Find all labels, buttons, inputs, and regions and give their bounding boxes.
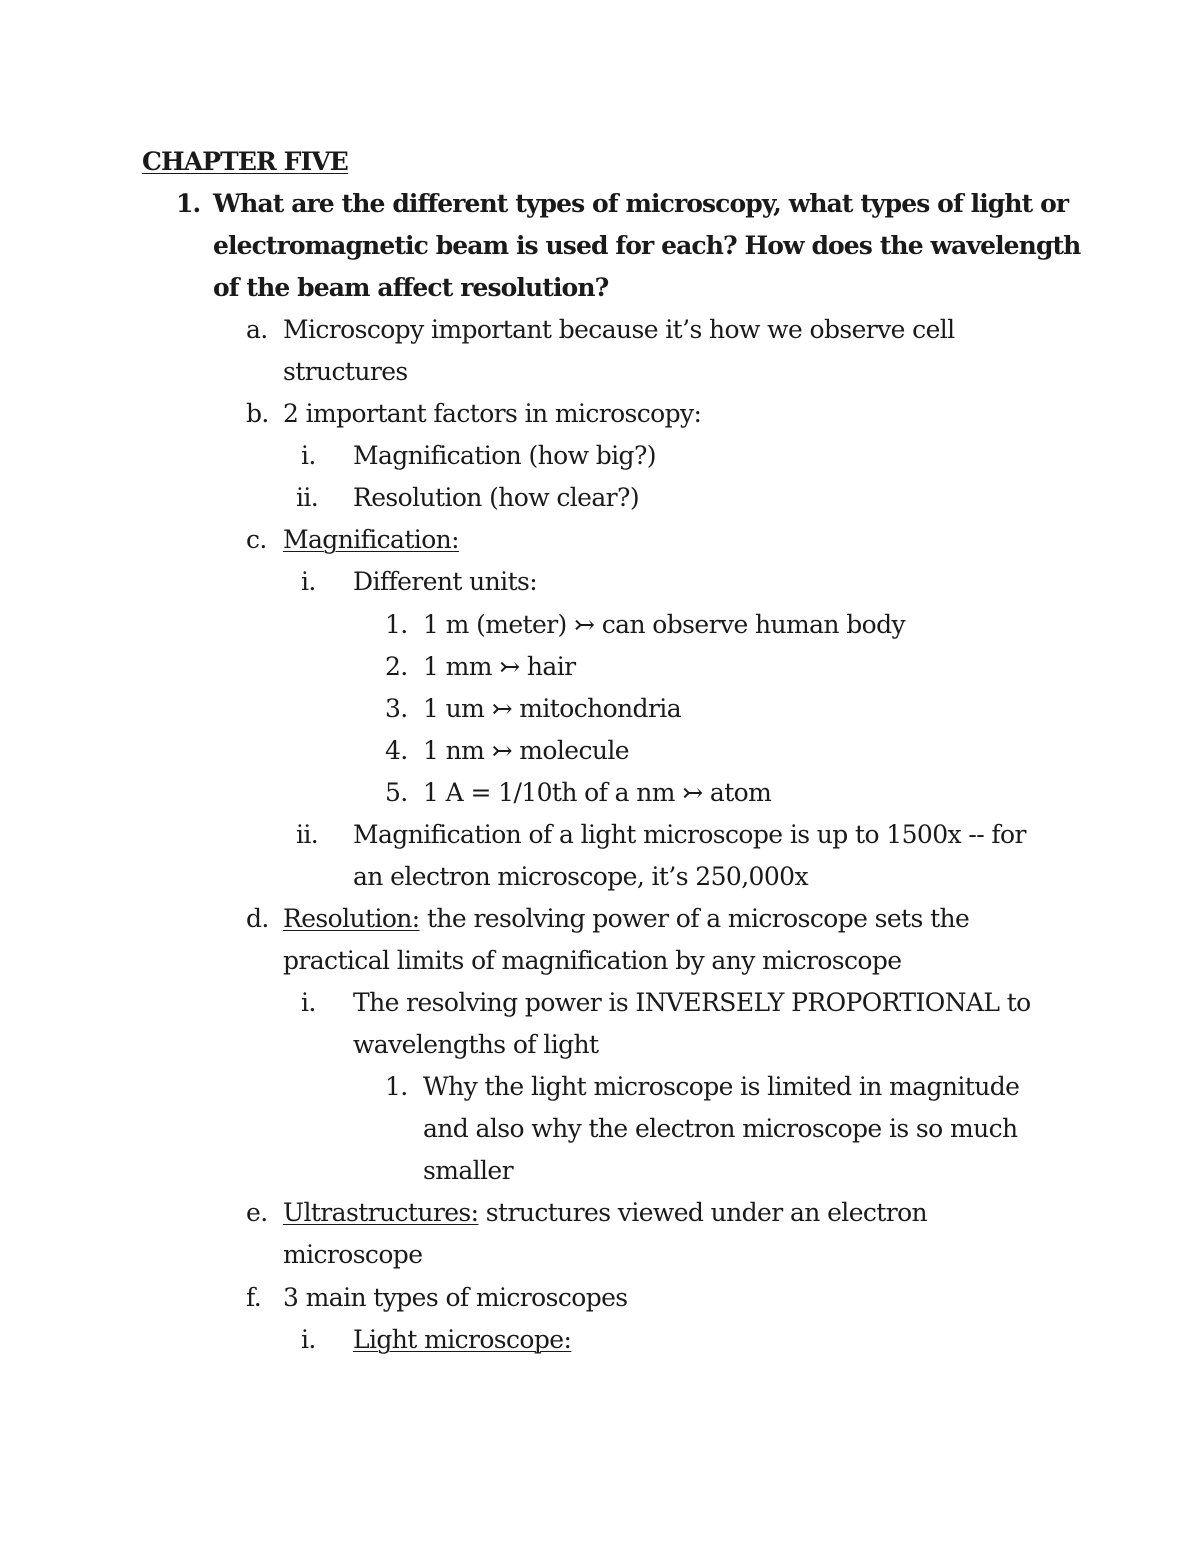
item-d-i-1-line-1: Why the light microscope is limited in magnitude: [423, 1072, 1020, 1101]
item-e-line-1-rest: structures viewed under an electron: [478, 1198, 928, 1227]
list-marker-d: d.: [246, 904, 269, 933]
item-c-ii-line-1: Magnification of a light microscope is up to 1500x -- for: [353, 820, 1026, 849]
list-marker-d-i-1: 1.: [385, 1072, 408, 1101]
list-marker-b-i: i.: [301, 441, 316, 470]
unit-marker-4: 4.: [385, 736, 408, 765]
item-d-line-1: [283, 898, 969, 940]
item-d-i-1-line-2: and also why the electron microscope is so much: [423, 1114, 1018, 1143]
item-d-heading: Resolution:: [283, 904, 420, 933]
item-f-i-heading: Light microscope:: [353, 1325, 572, 1354]
question-text-line-1: What are the different types of microscopy, what types of light or: [213, 189, 1069, 218]
item-e-heading: Ultrastructures:: [283, 1198, 479, 1227]
unit-marker-5: 5.: [385, 778, 408, 807]
chapter-title: CHAPTER FIVE: [142, 147, 348, 176]
item-b-ii-text: Resolution (how clear?): [353, 483, 639, 512]
unit-text-4: 1 nm ↣ molecule: [423, 736, 629, 765]
unit-marker-3: 3.: [385, 694, 408, 723]
item-d-i-line-2: wavelengths of light: [353, 1030, 599, 1059]
list-marker-f: f.: [246, 1283, 262, 1312]
item-a-line-1: Microscopy important because it’s how we observe cell: [283, 315, 955, 344]
question-text-line-2: electromagnetic beam is used for each? How does the wavelength: [213, 231, 1081, 260]
item-c-heading: Magnification:: [283, 525, 459, 554]
list-marker-c: c.: [246, 525, 267, 554]
unit-text-3: 1 um ↣ mitochondria: [423, 694, 682, 723]
question-text-line-3: of the beam affect resolution?: [213, 273, 609, 302]
unit-marker-1: 1.: [385, 610, 408, 639]
list-marker-f-i: i.: [301, 1325, 316, 1354]
item-f-text: 3 main types of microscopes: [283, 1283, 628, 1312]
list-marker-d-i: i.: [301, 988, 316, 1017]
unit-text-1: 1 m (meter) ↣ can observe human body: [423, 610, 906, 639]
item-b-text: 2 important factors in microscopy:: [283, 399, 702, 428]
question-number: 1.: [176, 189, 201, 218]
unit-text-2: 1 mm ↣ hair: [423, 652, 576, 681]
list-marker-c-ii: ii.: [296, 820, 319, 849]
item-e-line-1: [283, 1192, 927, 1234]
item-c-ii-line-2: an electron microscope, it’s 250,000x: [353, 862, 808, 891]
list-marker-e: e.: [246, 1198, 268, 1227]
unit-text-5: 1 A = 1/10th of a nm ↣ atom: [423, 778, 772, 807]
item-c-i-text: Different units:: [353, 567, 538, 596]
item-d-i-line-1: The resolving power is INVERSELY PROPORTIONAL to: [353, 988, 1031, 1017]
item-e-line-2: microscope: [283, 1240, 423, 1269]
list-marker-b: b.: [246, 399, 269, 428]
item-d-i-1-line-3: smaller: [423, 1156, 513, 1185]
list-marker-c-i: i.: [301, 567, 316, 596]
item-d-line-2: practical limits of magnification by any microscope: [283, 946, 902, 975]
list-marker-a: a.: [246, 315, 268, 344]
item-a-line-2: structures: [283, 357, 408, 386]
item-d-line-1-rest: the resolving power of a microscope sets the: [419, 904, 970, 933]
unit-marker-2: 2.: [385, 652, 408, 681]
list-marker-b-ii: ii.: [296, 483, 319, 512]
item-b-i-text: Magnification (how big?): [353, 441, 656, 470]
